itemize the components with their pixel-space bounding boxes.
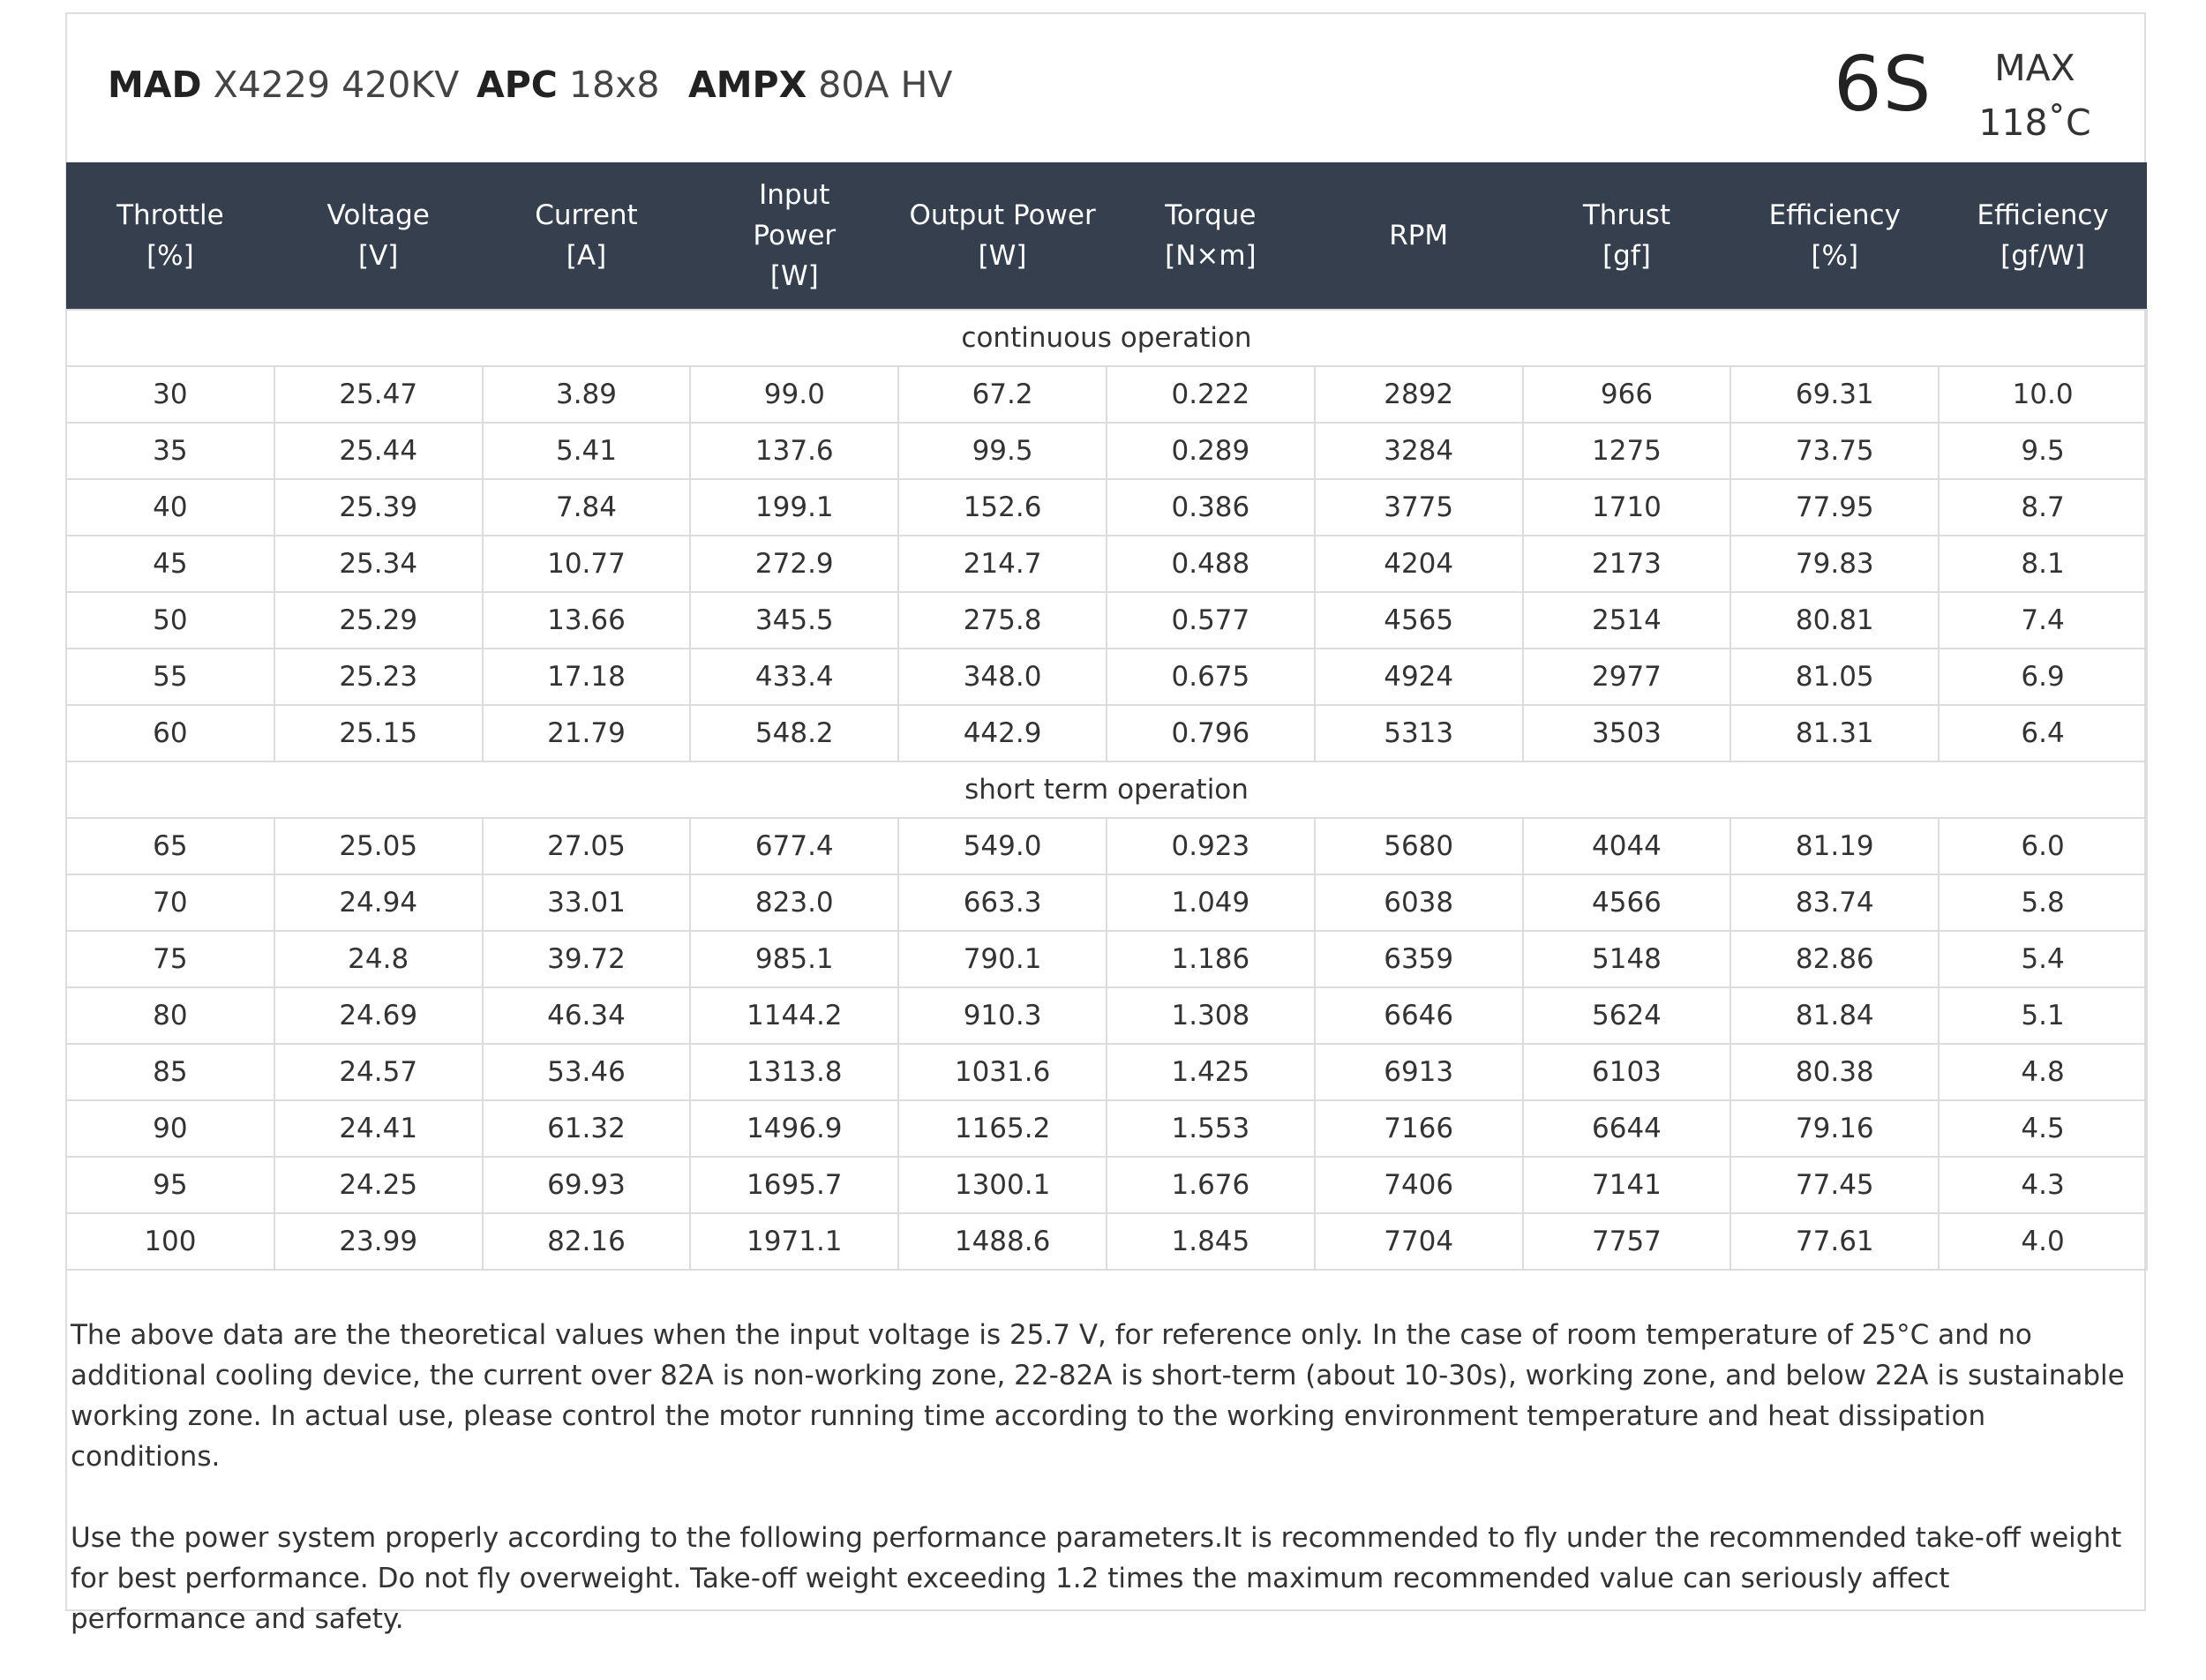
- table-cell: 60: [66, 705, 274, 761]
- max-temp-value: 118˚C: [1978, 101, 2091, 144]
- column-header-line: RPM: [1389, 220, 1449, 251]
- table-cell: 90: [66, 1100, 274, 1157]
- table-cell: 79.16: [1730, 1100, 1939, 1157]
- propeller-spec: [476, 64, 659, 106]
- table-cell: 6646: [1315, 987, 1523, 1044]
- table-cell: 0.386: [1107, 479, 1315, 536]
- table-cell: 61.32: [483, 1100, 691, 1157]
- table-cell: 21.79: [483, 705, 691, 761]
- table-cell: 1.186: [1107, 931, 1315, 987]
- table-cell: 77.61: [1730, 1213, 1939, 1270]
- column-header-line: [A]: [566, 240, 607, 272]
- table-cell: 5680: [1315, 818, 1523, 874]
- table-cell: 82.16: [483, 1213, 691, 1270]
- table-row: [66, 818, 2147, 874]
- table-row: [66, 649, 2147, 705]
- table-cell: 100: [66, 1213, 274, 1270]
- table-cell: 6913: [1315, 1044, 1523, 1100]
- table-cell: 46.34: [483, 987, 691, 1044]
- table-cell: 53.46: [483, 1044, 691, 1100]
- table-cell: 4.8: [1939, 1044, 2147, 1100]
- spec-header: [67, 14, 2144, 164]
- table-cell: 80.81: [1730, 592, 1939, 649]
- motor-model: X4229 420KV: [213, 64, 460, 106]
- column-header-line: [%]: [146, 240, 194, 272]
- table-cell: 77.45: [1730, 1157, 1939, 1213]
- table-row: [66, 536, 2147, 592]
- note-paragraph-2: Use the power system properly according to the following performance parameters.It is recommended to fly under the recommended take-off weight for best performance. Do not fly overweight. Take-off weight exceeding 1.2 times the maximum recommended value can seriously affect performance and safety.: [71, 1522, 2122, 1635]
- table-cell: 2173: [1523, 536, 1731, 592]
- table-cell: 985.1: [690, 931, 898, 987]
- table-cell: 1.676: [1107, 1157, 1315, 1213]
- table-cell: 7141: [1523, 1157, 1731, 1213]
- table-cell: 1300.1: [898, 1157, 1107, 1213]
- table-row: [66, 1157, 2147, 1213]
- table-cell: 23.99: [274, 1213, 483, 1270]
- table-cell: 548.2: [690, 705, 898, 761]
- column-header: [1315, 162, 1523, 310]
- table-cell: 199.1: [690, 479, 898, 536]
- table-cell: 50: [66, 592, 274, 649]
- column-header: [1730, 162, 1939, 310]
- note-paragraph-1: The above data are the theoretical values when the input voltage is 25.7 V, for reference only. In the case of room temperature of 25°C and no additional cooling device, the current over 82A is non-working zone, 22-82A is short-term (about 10-30s), working zone, and below 22A is sustainable working zone. In actual use, please control the motor running time according to the working environment temperature and heat dissipation conditions.: [71, 1319, 2125, 1473]
- column-header-line: Output Power: [909, 199, 1096, 231]
- max-label: MAX: [1994, 47, 2075, 89]
- table-cell: 3775: [1315, 479, 1523, 536]
- table-cell: 25.23: [274, 649, 483, 705]
- table-cell: 4044: [1523, 818, 1731, 874]
- table-cell: 25.39: [274, 479, 483, 536]
- table-cell: 0.289: [1107, 423, 1315, 479]
- table-cell: 1971.1: [690, 1213, 898, 1270]
- table-cell: 6038: [1315, 874, 1523, 931]
- column-header-line: [gf/W]: [2000, 240, 2086, 272]
- table-cell: 6.0: [1939, 818, 2147, 874]
- table-cell: 3.89: [483, 366, 691, 423]
- column-header-line: [N×m]: [1165, 240, 1257, 272]
- column-header-line: Input: [759, 179, 830, 211]
- table-cell: 7406: [1315, 1157, 1523, 1213]
- table-cell: 1313.8: [690, 1044, 898, 1100]
- table-cell: 5624: [1523, 987, 1731, 1044]
- table-cell: 1275: [1523, 423, 1731, 479]
- table-cell: 81.84: [1730, 987, 1939, 1044]
- column-header-line: Efficiency: [1768, 199, 1901, 231]
- table-cell: 3503: [1523, 705, 1731, 761]
- column-header: [274, 162, 483, 310]
- table-cell: 272.9: [690, 536, 898, 592]
- table-cell: 823.0: [690, 874, 898, 931]
- column-header-line: [V]: [357, 240, 399, 272]
- table-cell: 2892: [1315, 366, 1523, 423]
- table-cell: 5148: [1523, 931, 1731, 987]
- table-cell: 24.8: [274, 931, 483, 987]
- table-cell: 1710: [1523, 479, 1731, 536]
- table-cell: 7.84: [483, 479, 691, 536]
- table-cell: 81.31: [1730, 705, 1939, 761]
- table-cell: 433.4: [690, 649, 898, 705]
- table-cell: 0.796: [1107, 705, 1315, 761]
- table-row: [66, 987, 2147, 1044]
- table-cell: 33.01: [483, 874, 691, 931]
- column-header: [66, 162, 274, 310]
- table-cell: 442.9: [898, 705, 1107, 761]
- table-row: [66, 1100, 2147, 1157]
- table-cell: 4.5: [1939, 1100, 2147, 1157]
- table-cell: 1.845: [1107, 1213, 1315, 1270]
- table-cell: 24.69: [274, 987, 483, 1044]
- table-cell: 55: [66, 649, 274, 705]
- table-cell: 1695.7: [690, 1157, 898, 1213]
- table-cell: 7757: [1523, 1213, 1731, 1270]
- table-cell: 345.5: [690, 592, 898, 649]
- column-header: [483, 162, 691, 310]
- table-row: [66, 1044, 2147, 1100]
- table-cell: 4.0: [1939, 1213, 2147, 1270]
- table-cell: 0.222: [1107, 366, 1315, 423]
- column-header: [898, 162, 1107, 310]
- notes: [71, 1315, 2127, 1680]
- column-header: [1939, 162, 2147, 310]
- column-header: [1107, 162, 1315, 310]
- table-cell: 1144.2: [690, 987, 898, 1044]
- table-cell: 99.0: [690, 366, 898, 423]
- table-cell: 0.577: [1107, 592, 1315, 649]
- table-cell: 77.95: [1730, 479, 1939, 536]
- table-cell: 83.74: [1730, 874, 1939, 931]
- column-header-line: [gf]: [1602, 240, 1651, 272]
- battery-cells: 6S: [1834, 41, 1932, 129]
- table-row: [66, 592, 2147, 649]
- table-cell: 24.41: [274, 1100, 483, 1157]
- table-cell: 6.4: [1939, 705, 2147, 761]
- table-cell: 5.8: [1939, 874, 2147, 931]
- section-title: short term operation: [66, 761, 2147, 818]
- table-cell: 4566: [1523, 874, 1731, 931]
- table-cell: 0.923: [1107, 818, 1315, 874]
- table-cell: 70: [66, 874, 274, 931]
- table-row: [66, 1213, 2147, 1270]
- table-cell: 5313: [1315, 705, 1523, 761]
- table-cell: 0.675: [1107, 649, 1315, 705]
- table-cell: 7704: [1315, 1213, 1523, 1270]
- table-cell: 214.7: [898, 536, 1107, 592]
- column-header-line: Efficiency: [1977, 199, 2109, 231]
- table-cell: 275.8: [898, 592, 1107, 649]
- table-cell: 790.1: [898, 931, 1107, 987]
- table-cell: 6644: [1523, 1100, 1731, 1157]
- table-cell: 1.425: [1107, 1044, 1315, 1100]
- table-cell: 10.0: [1939, 366, 2147, 423]
- table-row: [66, 705, 2147, 761]
- table-cell: 1.553: [1107, 1100, 1315, 1157]
- table-cell: 69.93: [483, 1157, 691, 1213]
- table-cell: 24.94: [274, 874, 483, 931]
- table-cell: 5.41: [483, 423, 691, 479]
- table-cell: 75: [66, 931, 274, 987]
- table-cell: 95: [66, 1157, 274, 1213]
- table-cell: 0.488: [1107, 536, 1315, 592]
- column-header-line: Voltage: [326, 199, 430, 231]
- table-cell: 17.18: [483, 649, 691, 705]
- table-cell: 80: [66, 987, 274, 1044]
- table-cell: 4.3: [1939, 1157, 2147, 1213]
- table-cell: 663.3: [898, 874, 1107, 931]
- table-cell: 1496.9: [690, 1100, 898, 1157]
- column-header-line: Power: [753, 220, 837, 251]
- column-header-line: Current: [535, 199, 638, 231]
- table-cell: 81.19: [1730, 818, 1939, 874]
- table-cell: 81.05: [1730, 649, 1939, 705]
- esc-spec: [688, 64, 952, 106]
- table-cell: 10.77: [483, 536, 691, 592]
- table-cell: 5.1: [1939, 987, 2147, 1044]
- table-cell: 13.66: [483, 592, 691, 649]
- table-cell: 152.6: [898, 479, 1107, 536]
- column-header-line: Throttle: [116, 199, 224, 231]
- max-temperature: [1964, 41, 2105, 150]
- table-cell: 79.83: [1730, 536, 1939, 592]
- column-header-line: [%]: [1811, 240, 1859, 272]
- table-cell: 5.4: [1939, 931, 2147, 987]
- esc-brand: AMPX: [688, 64, 807, 106]
- table-cell: 7166: [1315, 1100, 1523, 1157]
- table-cell: 4924: [1315, 649, 1523, 705]
- table-cell: 25.15: [274, 705, 483, 761]
- motor-brand: MAD: [108, 64, 202, 106]
- column-header: [1523, 162, 1731, 310]
- propeller-brand: APC: [476, 64, 558, 106]
- table-cell: 9.5: [1939, 423, 2147, 479]
- table-cell: 2514: [1523, 592, 1731, 649]
- table-cell: 4204: [1315, 536, 1523, 592]
- table-cell: 137.6: [690, 423, 898, 479]
- column-header: [690, 162, 898, 310]
- table-cell: 3284: [1315, 423, 1523, 479]
- table-cell: 99.5: [898, 423, 1107, 479]
- table-row: [66, 423, 2147, 479]
- table-cell: 4565: [1315, 592, 1523, 649]
- table-cell: 45: [66, 536, 274, 592]
- section-row: [66, 761, 2147, 818]
- column-header-line: Torque: [1165, 199, 1257, 231]
- table-cell: 7.4: [1939, 592, 2147, 649]
- table-cell: 25.47: [274, 366, 483, 423]
- table-header-row: [66, 162, 2147, 310]
- column-header-line: Thrust: [1582, 199, 1671, 231]
- section-row: [66, 310, 2147, 366]
- table-cell: 82.86: [1730, 931, 1939, 987]
- table-cell: 67.2: [898, 366, 1107, 423]
- table-cell: 677.4: [690, 818, 898, 874]
- table-cell: 1.308: [1107, 987, 1315, 1044]
- table-cell: 35: [66, 423, 274, 479]
- table-cell: 24.25: [274, 1157, 483, 1213]
- table-cell: 6.9: [1939, 649, 2147, 705]
- column-header-line: [W]: [978, 240, 1027, 272]
- propeller-model: 18x8: [568, 64, 660, 106]
- table-row: [66, 874, 2147, 931]
- spec-card: [65, 12, 2146, 1635]
- table-cell: 30: [66, 366, 274, 423]
- table-cell: 6359: [1315, 931, 1523, 987]
- table-cell: 25.44: [274, 423, 483, 479]
- table-cell: 25.34: [274, 536, 483, 592]
- table-cell: 27.05: [483, 818, 691, 874]
- table-cell: 25.05: [274, 818, 483, 874]
- table-body: [66, 310, 2147, 1270]
- table-cell: 6103: [1523, 1044, 1731, 1100]
- table-cell: 24.57: [274, 1044, 483, 1100]
- table-cell: 966: [1523, 366, 1731, 423]
- table-cell: 1488.6: [898, 1213, 1107, 1270]
- table-cell: 69.31: [1730, 366, 1939, 423]
- column-header-line: [W]: [769, 260, 819, 292]
- performance-table: [65, 162, 2148, 1271]
- table-cell: 73.75: [1730, 423, 1939, 479]
- motor-spec: [108, 64, 459, 106]
- table-cell: 348.0: [898, 649, 1107, 705]
- section-title: continuous operation: [66, 310, 2147, 366]
- esc-model: 80A HV: [818, 64, 953, 106]
- table-cell: 80.38: [1730, 1044, 1939, 1100]
- table-cell: 65: [66, 818, 274, 874]
- table-cell: 8.1: [1939, 536, 2147, 592]
- table-cell: 1.049: [1107, 874, 1315, 931]
- table-row: [66, 931, 2147, 987]
- table-cell: 39.72: [483, 931, 691, 987]
- table-row: [66, 366, 2147, 423]
- table-cell: 8.7: [1939, 479, 2147, 536]
- table-cell: 549.0: [898, 818, 1107, 874]
- table-cell: 40: [66, 479, 274, 536]
- table-cell: 2977: [1523, 649, 1731, 705]
- table-cell: 910.3: [898, 987, 1107, 1044]
- table-cell: 85: [66, 1044, 274, 1100]
- table-cell: 1031.6: [898, 1044, 1107, 1100]
- table-row: [66, 479, 2147, 536]
- table-cell: 25.29: [274, 592, 483, 649]
- table-cell: 1165.2: [898, 1100, 1107, 1157]
